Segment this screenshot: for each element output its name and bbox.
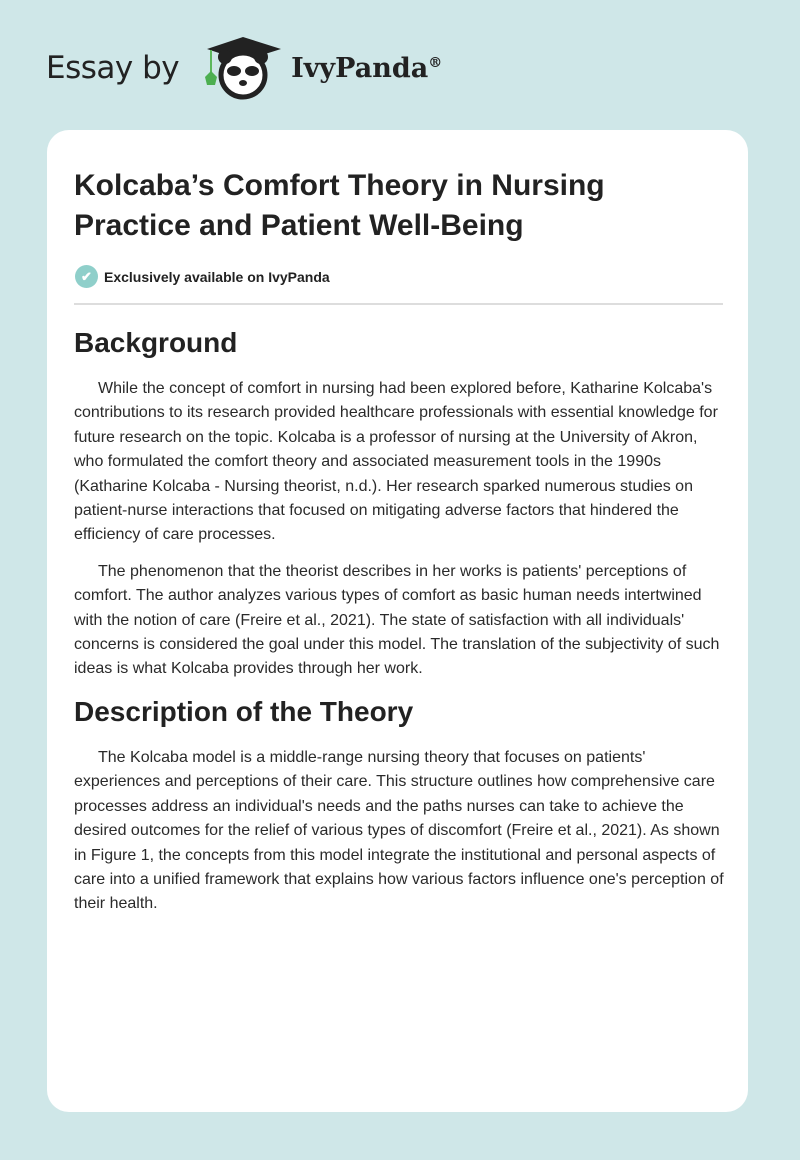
article-body xyxy=(74,325,724,929)
paragraph: The Kolcaba model is a middle-range nursing theory that focuses on patients' experiences and perceptions of their care. This structure outlines how comprehensive care processes address an individual's needs and the paths nurses can take to achieve the desired outcomes for the relief of various types of discomfort (Freire et al., 2021). As shown in Figure 1, the concepts from this model integrate the institutional and personal aspects of care into a unified framework that explains how various factors influence one's perception of their health. xyxy=(74,748,724,913)
panda-logo-icon xyxy=(197,35,283,101)
brand-name: IvyPanda® xyxy=(291,52,443,84)
essay-by-label: Essay by xyxy=(46,50,180,86)
section-heading: Background xyxy=(74,327,238,358)
page-title: Kolcaba’s Comfort Theory in Nursing Practice and Patient Well-Being xyxy=(74,169,605,242)
paragraph: While the concept of comfort in nursing had been explored before, Katharine Kolcaba's contributions to its research provided healthcare professionals with essential knowledge for future research on the topic. Kolcaba is a professor of nursing at the University of Akron, who formulated the comfort theory and associated measurement tools in the 1990s (Katharine Kolcaba - Nursing theorist, n.d.). Her research sparked numerous studies on patient-nurse interactions that focused on mitigating adverse factors that hindered the efficiency of care processes. xyxy=(74,380,718,544)
divider xyxy=(74,303,723,305)
paragraph: The phenomenon that the theorist describes in her works is patients' perceptions of comfort. The author analyzes various types of comfort as basic human needs intertwined with the notion of care (Freire et al., 2021). The state of satisfaction with all individuals' concerns is considered the goal under this model. The translation of the subjectivity of such ideas is what Kolcaba provides through her work. xyxy=(74,562,720,678)
article-card xyxy=(47,130,748,1112)
site-header xyxy=(46,38,442,98)
section-heading: Description of the Theory xyxy=(74,695,414,727)
exclusive-badge xyxy=(75,265,330,288)
check-icon: ✔ xyxy=(75,265,98,288)
exclusive-label: Exclusively available on IvyPanda xyxy=(104,268,330,285)
